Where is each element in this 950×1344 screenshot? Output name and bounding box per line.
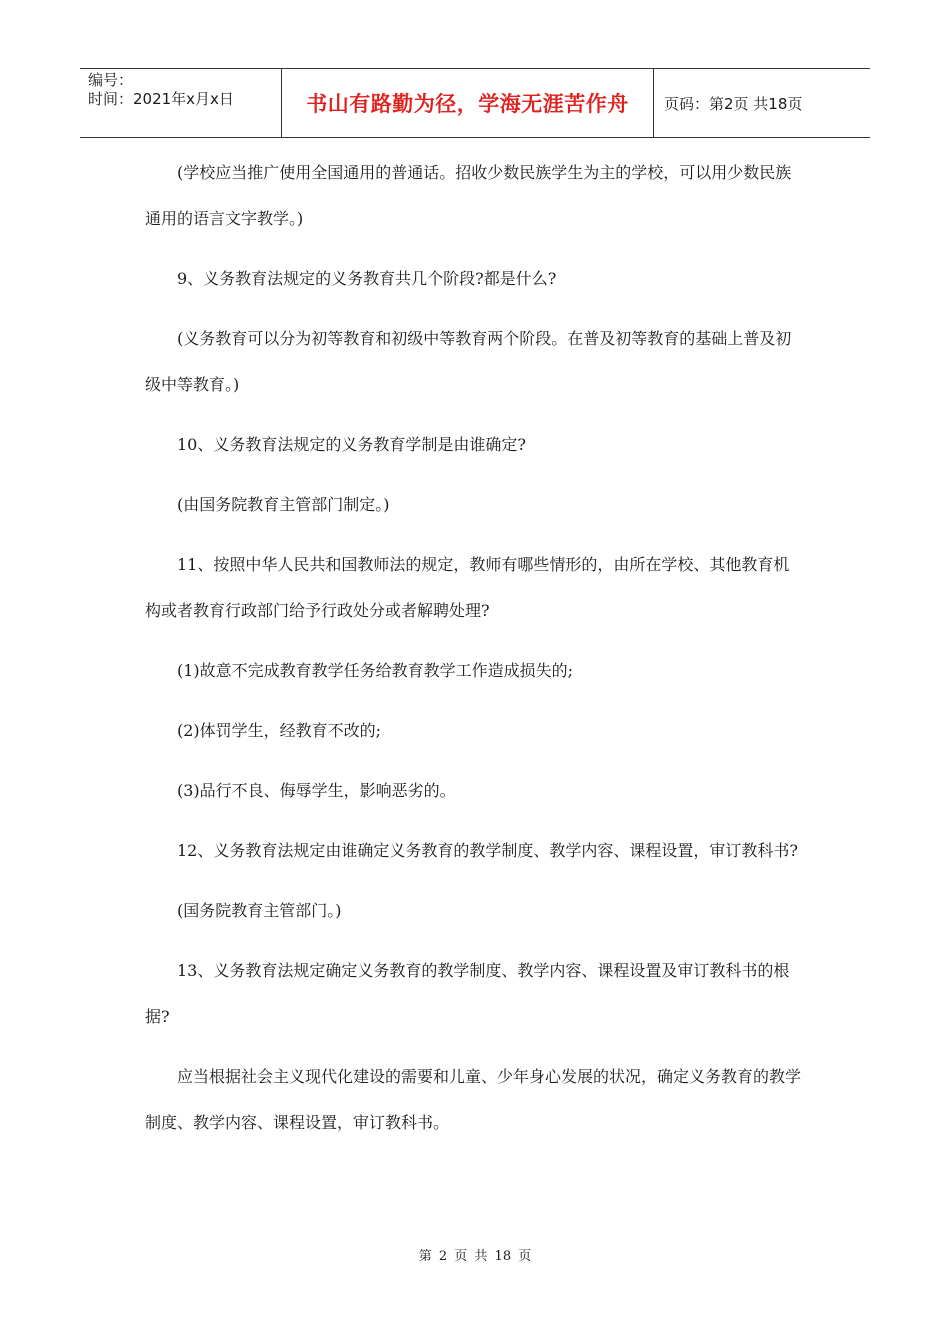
paragraph: (由国务院教育主管部门制定。) — [177, 495, 390, 514]
page-footer: 第 2 页 共 18 页 — [418, 1249, 532, 1264]
document-time-label: 时间：2021年x月x日 — [88, 90, 234, 108]
question-13: 13、义务教育法规定确定义务教育的教学制度、教学内容、课程设置及审订教科书的根据? — [145, 961, 790, 1026]
question-9: 9、义务教育法规定的义务教育共几个阶段?都是什么? — [177, 269, 557, 288]
list-item: (3)品行不良、侮辱学生，影响恶劣的。 — [177, 781, 456, 800]
question-10: 10、义务教育法规定的义务教育学制是由谁确定? — [177, 435, 526, 454]
paragraph: 应当根据社会主义现代化建设的需要和儿童、少年身心发展的状况，确定义务教育的教学制度、教学内容、课程设置，审订教科书。 — [145, 1067, 802, 1132]
paragraph: (国务院教育主管部门。) — [177, 901, 342, 920]
header-motto: 书山有路勤为径，学海无涯苦作舟 — [282, 69, 654, 137]
page-header — [80, 68, 870, 138]
list-item: (1)故意不完成教育教学任务给教育教学工作造成损失的; — [177, 661, 574, 680]
document-body — [145, 150, 805, 1160]
question-12: 12、义务教育法规定由谁确定义务教育的教学制度、教学内容、课程设置，审订教科书? — [177, 841, 798, 860]
document-number-label: 编号： — [88, 71, 134, 89]
paragraph: (学校应当推广使用全国通用的普通话。招收少数民族学生为主的学校，可以用少数民族通用的语言文字教学。) — [145, 163, 792, 228]
paragraph: (义务教育可以分为初等教育和初级中等教育两个阶段。在普及初等教育的基础上普及初级中等教育。) — [145, 329, 792, 394]
header-page-info: 页码：第2页 共18页 — [664, 94, 803, 113]
question-11: 11、按照中华人民共和国教师法的规定，教师有哪些情形的，由所在学校、其他教育机构或者教育行政部门给予行政处分或者解聘处理? — [145, 555, 790, 620]
list-item: (2)体罚学生，经教育不改的; — [177, 721, 382, 740]
header-meta — [80, 69, 282, 137]
